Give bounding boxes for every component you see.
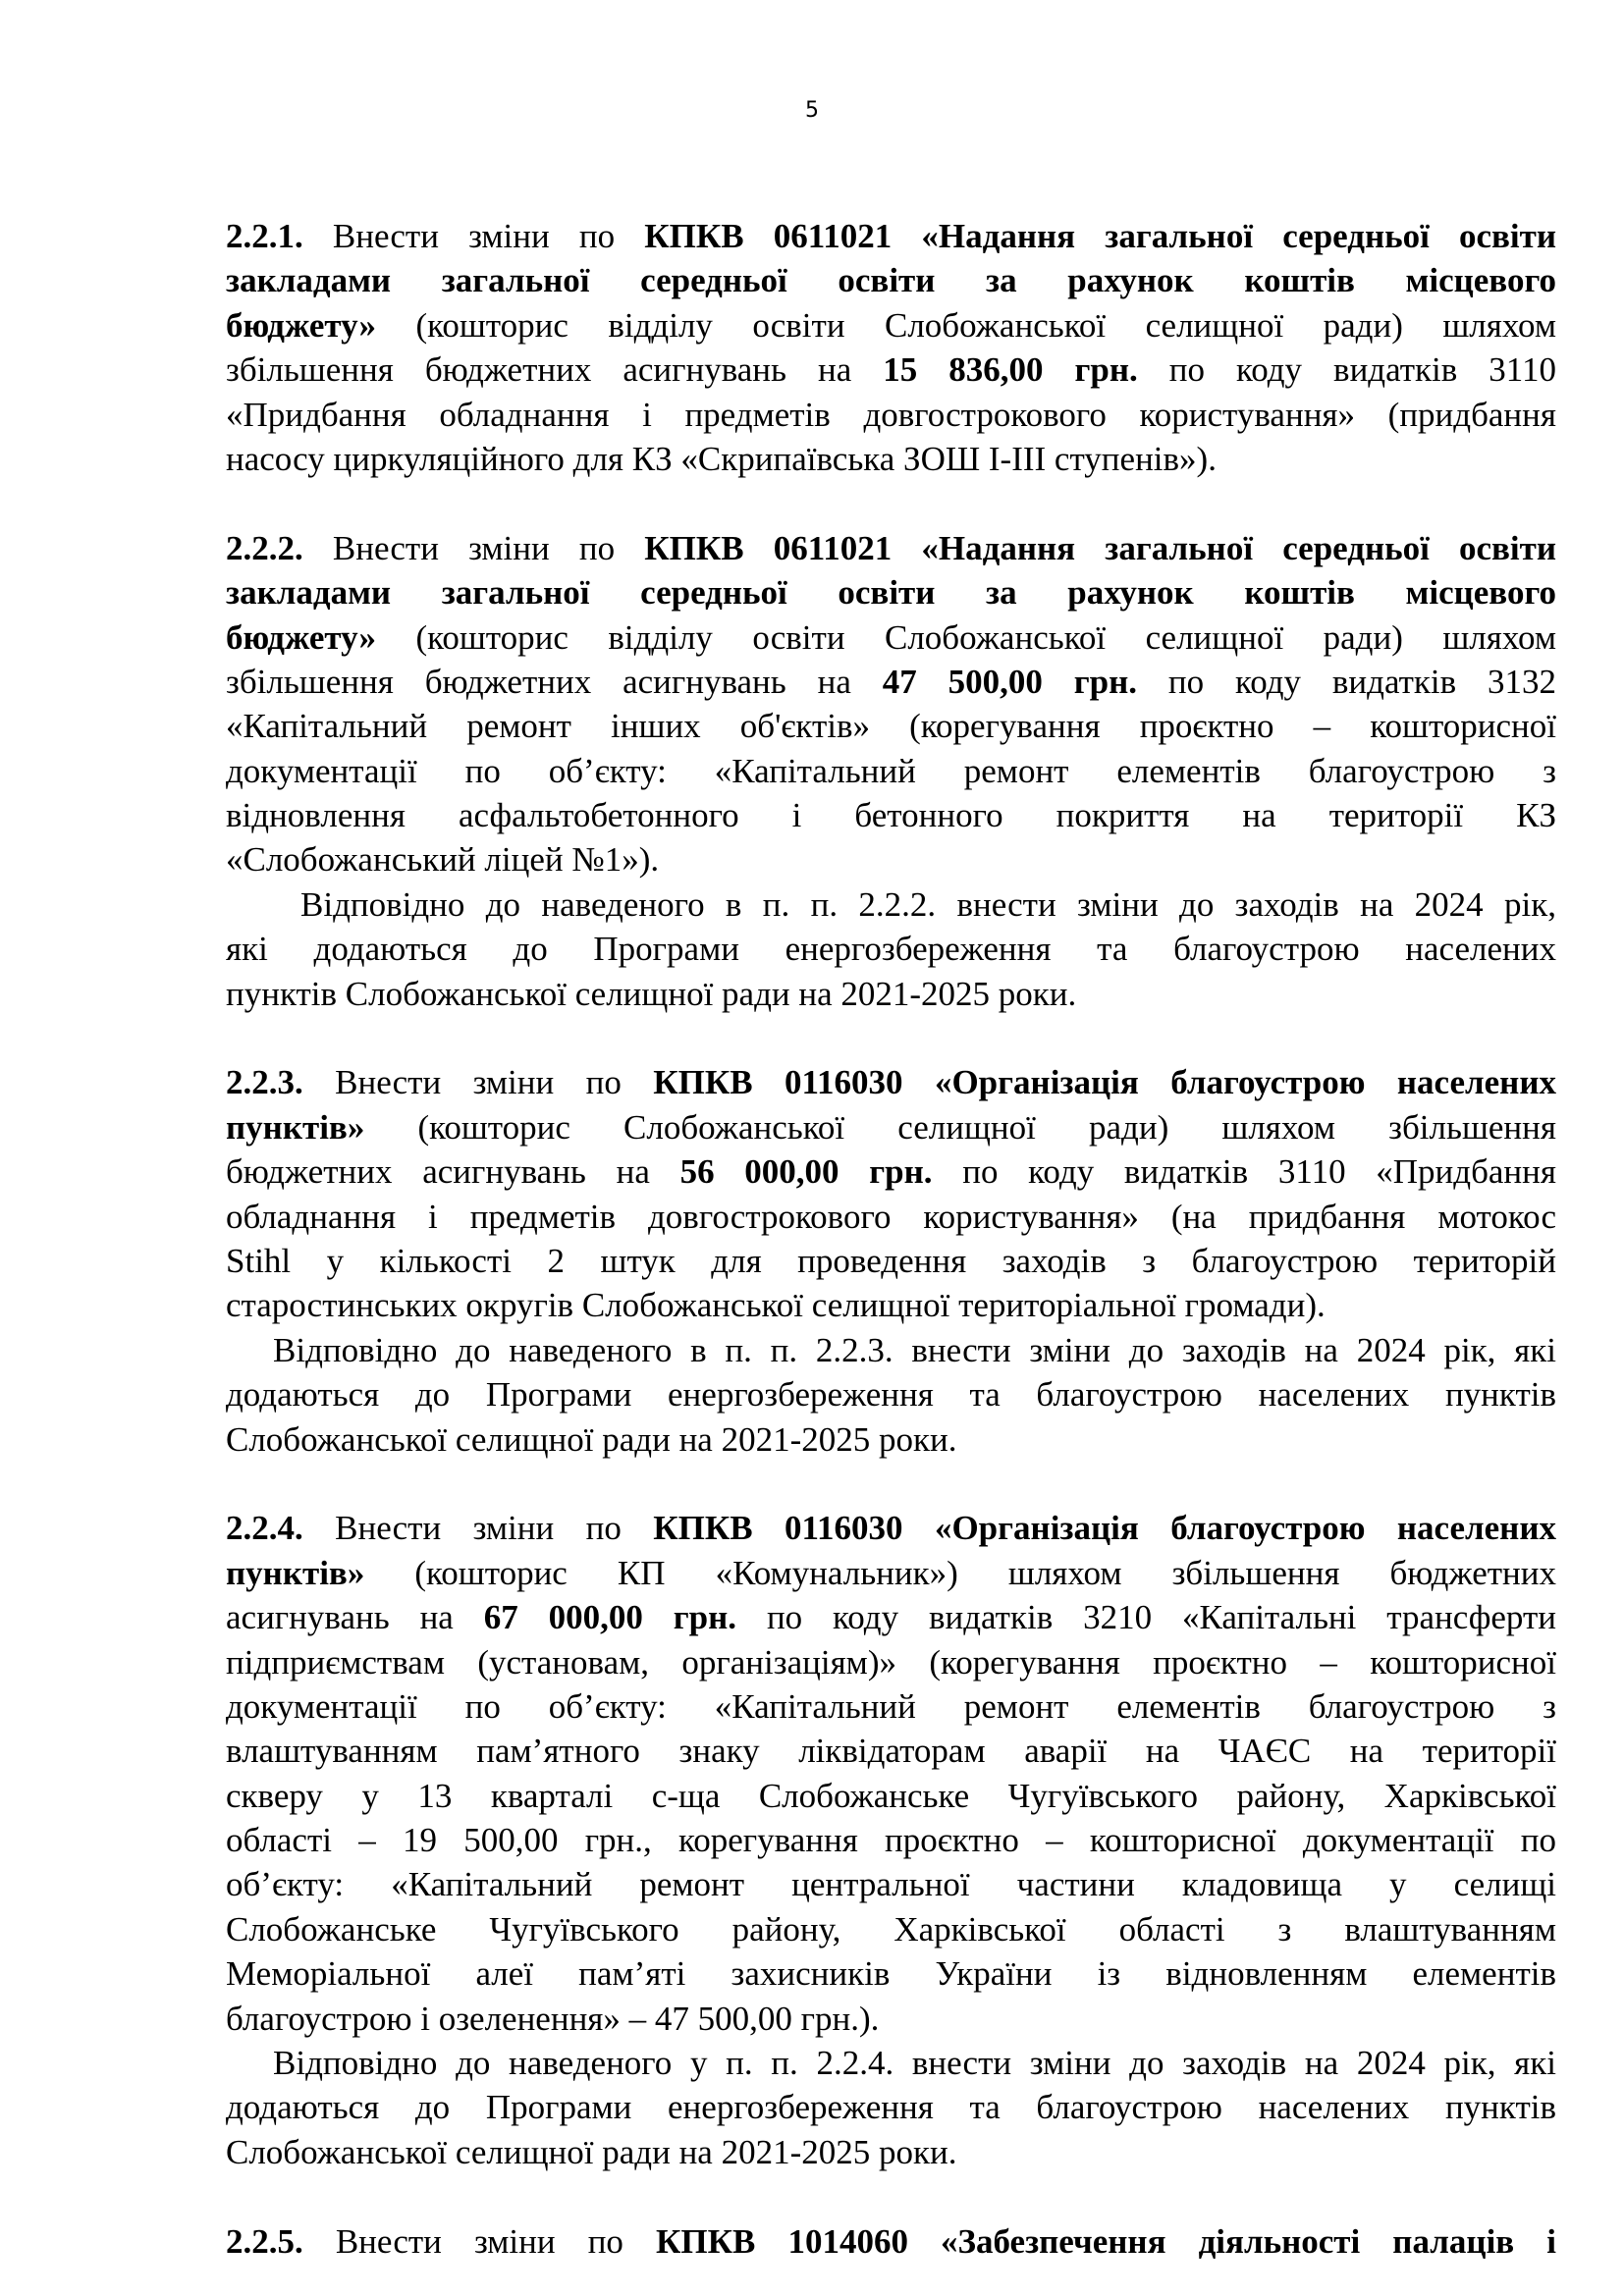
text: збільшення бюджетних асигнувань на [226, 350, 884, 390]
paragraph [226, 214, 1556, 481]
paragraph [226, 526, 1556, 1016]
text-line [226, 437, 1556, 481]
text-line [226, 882, 1556, 927]
text: які додаються до Програми енергозбереження та благоустрою населених [226, 930, 1556, 969]
text-line [226, 1997, 1556, 2041]
bold-text: 67 000,00 грн. [483, 1598, 737, 1637]
text-line [226, 1283, 1556, 1327]
text-line [226, 258, 1556, 302]
text: Слобожанської селищної ради на 2021-2025 роки. [226, 2132, 957, 2171]
text-line [226, 393, 1556, 437]
text-line [226, 660, 1556, 704]
text: Відповідно до наведеного в п. п. 2.2.2. внести зміни до заходів на 2024 рік, [300, 884, 1556, 924]
text-line [226, 615, 1556, 660]
text: Слобожанської селищної ради на 2021-2025 роки. [226, 1419, 957, 1459]
text-line [226, 1372, 1556, 1416]
text-line [226, 1862, 1556, 1906]
text-line [226, 303, 1556, 347]
text-line [226, 1684, 1556, 1729]
text-line [226, 2130, 1556, 2174]
paragraph [226, 2219, 1556, 2264]
text: (кошторис Слобожанської селищної ради) шляхом збільшення [364, 1107, 1556, 1147]
bold-text: 47 500,00 грн. [882, 662, 1138, 701]
text-line [226, 2085, 1556, 2129]
text-line [226, 1328, 1556, 1372]
bold-text: 2.2.5. [226, 2221, 303, 2261]
bold-text: 56 000,00 грн. [679, 1152, 933, 1192]
document-body [226, 214, 1556, 2264]
text-line [226, 1417, 1556, 1462]
bold-text: закладами загальної середньої освіти за рахунок коштів місцевого [226, 573, 1556, 613]
text-line [226, 1774, 1556, 1818]
bold-text: закладами загальної середньої освіти за рахунок коштів місцевого [226, 261, 1556, 300]
text: по коду видатків 3210 «Капітальні трансферти [736, 1598, 1556, 1637]
bold-text: 2.2.2. [226, 528, 303, 567]
bold-text: КПКВ 0116030 «Організація благоустрою населених [653, 1063, 1557, 1102]
text: старостинських округів Слобожанської селищної територіальної громади). [226, 1286, 1326, 1325]
bold-text: пунктів» [226, 1107, 365, 1147]
paragraph-gap [226, 481, 1556, 525]
text-line [226, 1640, 1556, 1684]
text-line [226, 1729, 1556, 1773]
text: благоустрою і озеленення» – 47 500,00 грн.). [226, 1999, 880, 2038]
text: Внести зміни по [302, 2221, 657, 2261]
text-line [226, 1551, 1556, 1595]
text-line [226, 2219, 1556, 2264]
text: «Слобожанський ліцей №1»). [226, 840, 660, 880]
text: документації по об’єкту: «Капітальний ремонт елементів благоустрою з [226, 751, 1556, 790]
text: насосу циркуляційного для КЗ «Скрипаївська ЗОШ І-ІІІ ступенів»). [226, 439, 1217, 478]
text: додаються до Програми енергозбереження та благоустрою населених пунктів [226, 2088, 1556, 2127]
bold-text: КПКВ 1014060 «Забезпечення діяльності палаців і [656, 2221, 1557, 2261]
text: додаються до Програми енергозбереження та благоустрою населених пунктів [226, 1375, 1556, 1415]
bold-text: 2.2.3. [226, 1063, 303, 1102]
text: (кошторис КП «Комунальник») шляхом збільшення бюджетних [364, 1553, 1556, 1592]
text: документації по об’єкту: «Капітальний ремонт елементів благоустрою з [226, 1686, 1556, 1726]
text-line [226, 526, 1556, 570]
text: Відповідно до наведеного у п. п. 2.2.4. внести зміни до заходів на 2024 рік, які [273, 2044, 1556, 2083]
text-line [226, 347, 1556, 392]
text-line [226, 1951, 1556, 1996]
text: по коду видатків 3132 [1137, 662, 1556, 701]
text: бюджетних асигнувань на [226, 1152, 680, 1192]
text: пунктів Слобожанської селищної ради на 2021-2025 роки. [226, 974, 1077, 1013]
text: Внести зміни по [302, 1063, 654, 1102]
text: асигнувань на [226, 1598, 484, 1637]
text-line [226, 972, 1556, 1016]
paragraph [226, 1060, 1556, 1462]
text: (кошторис відділу освіти Слобожанської селищної ради) шляхом [376, 617, 1556, 657]
text: Внести зміни по [302, 217, 645, 255]
text: «Придбання обладнання і предметів довгострокового користування» (придбання [226, 395, 1556, 434]
paragraph-gap [226, 1462, 1556, 1506]
paragraph [226, 1506, 1556, 2174]
bold-text: 2.2.4. [226, 1509, 303, 1548]
page-number: 5 [805, 98, 819, 123]
text: Слобожанське Чугуївського району, Харківської області з влаштуванням [226, 1909, 1556, 1949]
text: влаштуванням пам’ятного знаку ліквідаторам аварії на ЧАЄС на території [226, 1732, 1556, 1771]
paragraph-gap [226, 1016, 1556, 1060]
bold-text: 15 836,00 грн. [883, 350, 1138, 390]
text-line [226, 927, 1556, 971]
text: Stihl у кількості 2 штук для проведення заходів з благоустрою територій [226, 1241, 1556, 1280]
text: збільшення бюджетних асигнувань на [226, 662, 883, 701]
text: об’єкту: «Капітальний ремонт центральної частини кладовища у селищі [226, 1865, 1556, 1904]
text-line [226, 1105, 1556, 1149]
text-line [226, 1195, 1556, 1239]
text-line [226, 837, 1556, 881]
text: скверу у 13 кварталі с-ща Слобожанське Чугуївського району, Харківської [226, 1776, 1556, 1815]
text-line [226, 1818, 1556, 1862]
text: (кошторис відділу освіти Слобожанської селищної ради) шляхом [376, 305, 1556, 345]
text-line [226, 1595, 1556, 1639]
text: Внести зміни по [302, 1509, 654, 1548]
text: Меморіальної алеї пам’яті захисників України із відновленням елементів [226, 1954, 1556, 1994]
bold-text: КПКВ 0611021 «Надання загальної середньої освіти [644, 217, 1556, 255]
text: відновлення асфальтобетонного і бетонного покриття на території КЗ [226, 796, 1556, 835]
bold-text: пунктів» [226, 1553, 365, 1592]
text-line [226, 570, 1556, 614]
text-line [226, 1506, 1556, 1550]
text-line [226, 704, 1556, 748]
bold-text: КПКВ 0611021 «Надання загальної середньої освіти [644, 528, 1556, 567]
text: підприємствам (установам, організаціям)» (корегування проєктно – кошторисної [226, 1642, 1556, 1682]
text-line [226, 749, 1556, 793]
text: обладнання і предметів довгострокового користування» (на придбання мотокос [226, 1197, 1556, 1236]
bold-text: 2.2.1. [226, 217, 303, 255]
text-line [226, 1149, 1556, 1194]
text: по коду видатків 3110 [1137, 350, 1556, 390]
text: Внести зміни по [302, 528, 645, 567]
text: «Капітальний ремонт інших об'єктів» (корегування проєктно – кошторисної [226, 707, 1556, 746]
text-line [226, 214, 1556, 258]
bold-text: бюджету» [226, 617, 377, 657]
text-line [226, 2041, 1556, 2085]
text-line [226, 1907, 1556, 1951]
text: області – 19 500,00 грн., корегування проєктно – кошторисної документації по [226, 1821, 1556, 1860]
text: Відповідно до наведеного в п. п. 2.2.3. внести зміни до заходів на 2024 рік, які [273, 1330, 1556, 1369]
text-line [226, 793, 1556, 837]
text-line [226, 1239, 1556, 1283]
bold-text: бюджету» [226, 305, 377, 345]
text: по коду видатків 3110 «Придбання [932, 1152, 1556, 1192]
bold-text: КПКВ 0116030 «Організація благоустрою населених [653, 1509, 1557, 1548]
paragraph-gap [226, 2174, 1556, 2218]
text-line [226, 1060, 1556, 1104]
